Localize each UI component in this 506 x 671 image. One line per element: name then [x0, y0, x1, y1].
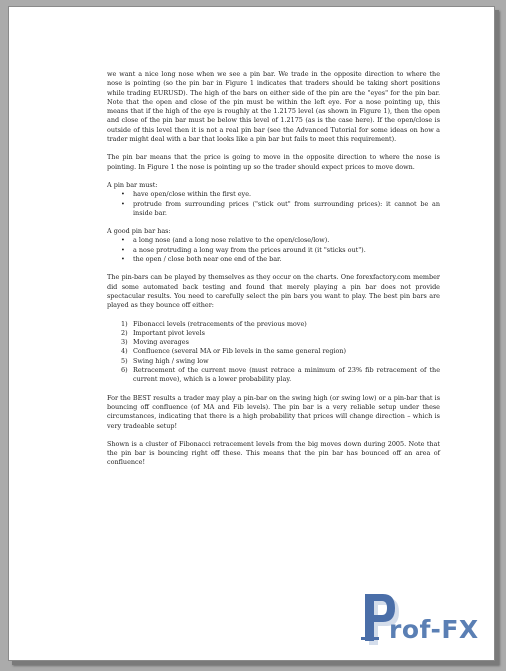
- good-list: [107, 236, 440, 264]
- list-item: • a nose protruding a long way from the prices around it (it "sticks out").: [121, 246, 440, 255]
- list-item-text: Moving averages: [133, 338, 189, 347]
- logo-text: rof-FX: [389, 615, 479, 644]
- paragraph-direction: The pin bar means that the price is going to move in the opposite direction to where the nose is pointing. In Figure 1 the nose is pointing up so the trader should expect prices to move down.: [107, 153, 440, 171]
- must-heading: A pin bar must:: [107, 180, 158, 189]
- list-item-text: Swing high / swing low: [133, 356, 209, 365]
- list-item-text: Important pivot levels: [133, 328, 205, 337]
- bounce-levels-list: [107, 320, 440, 385]
- list-item: [121, 366, 440, 385]
- paragraph-best-results: For the BEST results a trader may play a pin-bar on the swing high (or swing low) or a pin-bar that is bouncing off confluence (of MA and Fib levels). The pin bar is a very reliable setup under these circumstances, indicating that there is a high probability that prices will change direction – which is very tradeable setup!: [107, 393, 440, 430]
- list-item: • the open / close both near one end of the bar.: [121, 255, 440, 264]
- list-number: 2): [121, 328, 128, 337]
- good-heading: A good pin bar has:: [107, 227, 171, 236]
- list-item: • protrude from surrounding prices ("stick out" from surrounding prices): it cannot be an inside bar.: [121, 200, 440, 219]
- list-item: • have open/close within the first eye.: [121, 190, 440, 199]
- list-number: 4): [121, 347, 128, 356]
- list-item: [121, 329, 440, 338]
- list-item: • a long nose (and a long nose relative to the open/close/low).: [121, 236, 440, 245]
- list-item-text: Fibonacci levels (retracements of the previous move): [133, 319, 307, 328]
- must-list: [107, 190, 440, 218]
- list-item: [121, 320, 440, 329]
- paragraph-fibonacci-cluster: Shown is a cluster of Fibonacci retracement levels from the big moves down during 2005. Note that the pin bar is bouncing right off these. This means that the pin bar has bounced off an area of confluence!: [107, 439, 440, 467]
- list-number: 6): [121, 366, 128, 375]
- good-section: [107, 227, 440, 264]
- list-item-text: Confluence (several MA or Fib levels in the same general region): [133, 347, 347, 356]
- paragraph-playing-pin-bars: The pin-bars can be played by themselves as they occur on the charts. One forexfactory.com member did some automated back testing and found that merely playing a pin bar does not provide spectacular results. You need to carefully select the pin bars you want to play. The best pin bars are played as they bounce off either:: [107, 273, 440, 310]
- document-body: [107, 70, 440, 477]
- prof-fx-logo: [357, 586, 506, 656]
- list-number: 1): [121, 319, 128, 328]
- list-item-text: Retracement of the current move (must retrace a minimum of 23% fib retracement of the current move), which is a lower probability play.: [133, 366, 440, 384]
- list-item: [121, 338, 440, 347]
- must-section: [107, 181, 440, 218]
- paragraph-pin-bar-eyes: we want a nice long nose when we see a pin bar. We trade in the opposite direction to where the nose is pointing (so the pin bar in Figure 1 indicates that traders should be taking short positions while trading EURUSD). The high of the bars on either side of the pin are the "eyes" for the pin bar. Note that the open and close of the pin must be within the left eye. For a nose pointing up, this means that if the high of the eye is roughly at the 1.2175 level (as shown in Figure 1), then the open and close of the pin bar must be below this level of 1.2175 (as is the case here). If the open/close is outside of this level then it is not a real pin bar (see the Advanced Tutorial for some ideas on how a trader might deal with a bar that looks like a pin bar but fails to meet this requirement).: [107, 70, 440, 144]
- list-item: [121, 357, 440, 366]
- logo-p-stem: [365, 594, 374, 641]
- list-number: 5): [121, 356, 128, 365]
- document-page: [8, 6, 495, 661]
- list-item: [121, 347, 440, 356]
- list-number: 3): [121, 338, 128, 347]
